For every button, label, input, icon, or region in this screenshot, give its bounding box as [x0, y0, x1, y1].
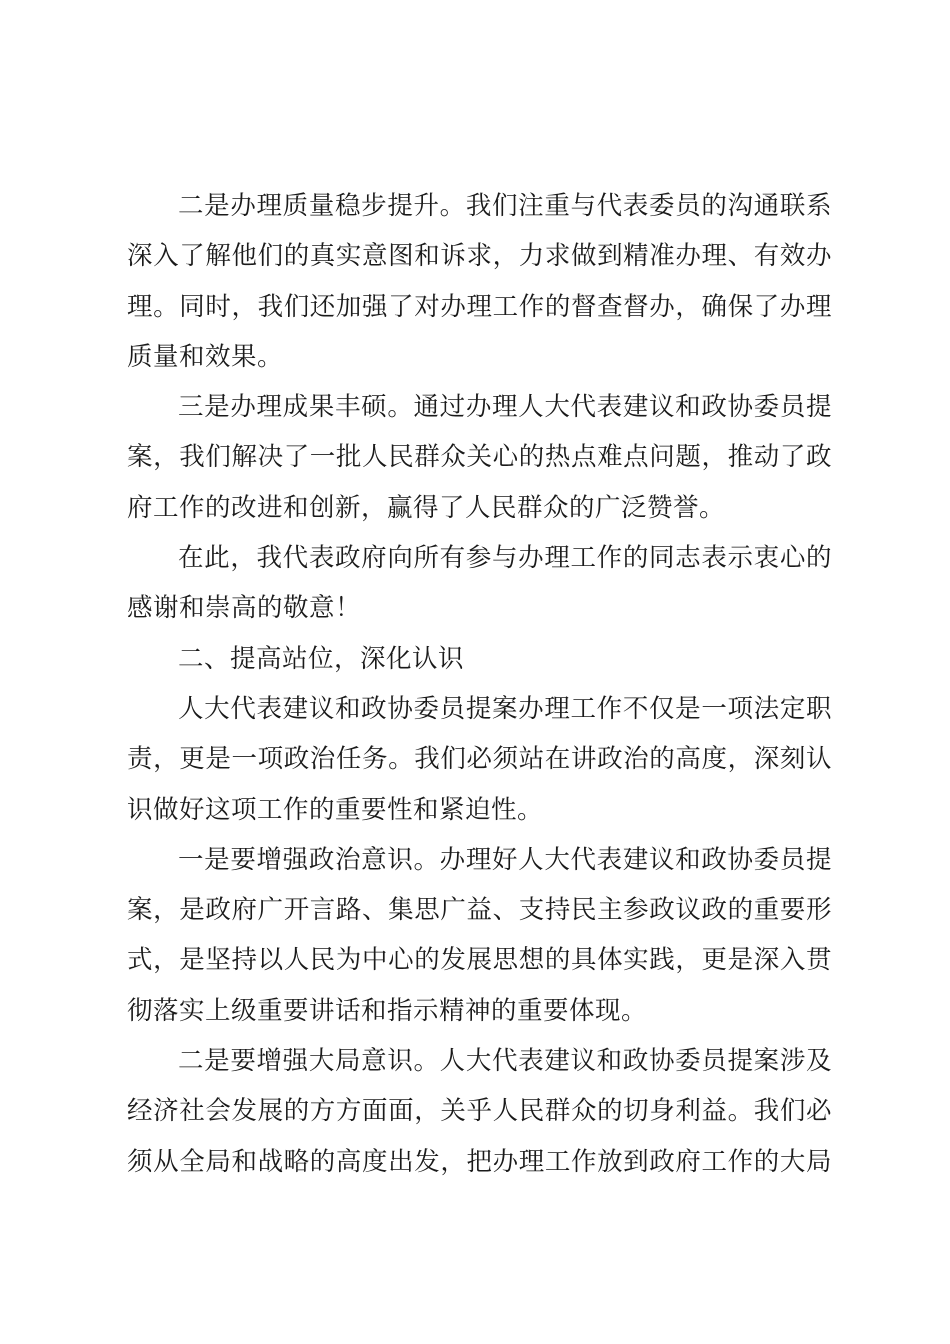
- text-line: 质量和效果。: [127, 341, 284, 372]
- text-line: 彻落实上级重要讲话和指示精神的重要体现。: [127, 995, 648, 1026]
- text-line: 深入了解他们的真实意图和诉求，力求做到精准办理、有效办: [127, 241, 832, 272]
- document-body: [127, 181, 832, 1187]
- text-line: 三是办理成果丰硕。通过办理人大代表建议和政协委员提: [178, 392, 832, 423]
- text-line: 二是要增强大局意识。人大代表建议和政协委员提案涉及: [178, 1046, 832, 1077]
- text-line: 式，是坚持以人民为中心的发展思想的具体实践，更是深入贯: [127, 945, 832, 976]
- text-line: 二是办理质量稳步提升。我们注重与代表委员的沟通联系: [178, 191, 832, 221]
- text-line: 人大代表建议和政协委员提案办理工作不仅是一项法定职: [178, 693, 832, 724]
- text-line: 府工作的改进和创新，赢得了人民群众的广泛赞誉。: [127, 492, 726, 523]
- heading-text: 二、提高站位，深化认识: [178, 643, 465, 674]
- text-line: 须从全局和战略的高度出发，把办理工作放到政府工作的大局: [127, 1146, 832, 1177]
- text-line: 经济社会发展的方方面面，关乎人民群众的切身利益。我们必: [127, 1096, 832, 1127]
- section-heading: [127, 634, 832, 684]
- paragraph-overall: [127, 1036, 832, 1187]
- text-line: 案，我们解决了一批人民群众关心的热点难点问题，推动了政: [127, 442, 832, 473]
- text-line: 理。同时，我们还加强了对办理工作的督查督办，确保了办理: [127, 291, 832, 322]
- text-line: 责，更是一项政治任务。我们必须站在讲政治的高度，深刻认: [127, 744, 832, 775]
- text-line: 感谢和崇高的敬意！: [127, 593, 362, 624]
- paragraph-results: [127, 382, 832, 533]
- text-line: 案，是政府广开言路、集思广益、支持民主参政议政的重要形: [127, 895, 832, 926]
- paragraph-political: [127, 835, 832, 1036]
- paragraph-duty: [127, 684, 832, 835]
- text-line: 在此，我代表政府向所有参与办理工作的同志表示衷心的: [178, 543, 832, 574]
- paragraph-quality: [127, 181, 832, 382]
- text-line: 识做好这项工作的重要性和紧迫性。: [127, 794, 544, 825]
- paragraph-thanks: [127, 533, 832, 634]
- text-line: 一是要增强政治意识。办理好人大代表建议和政协委员提: [178, 844, 832, 875]
